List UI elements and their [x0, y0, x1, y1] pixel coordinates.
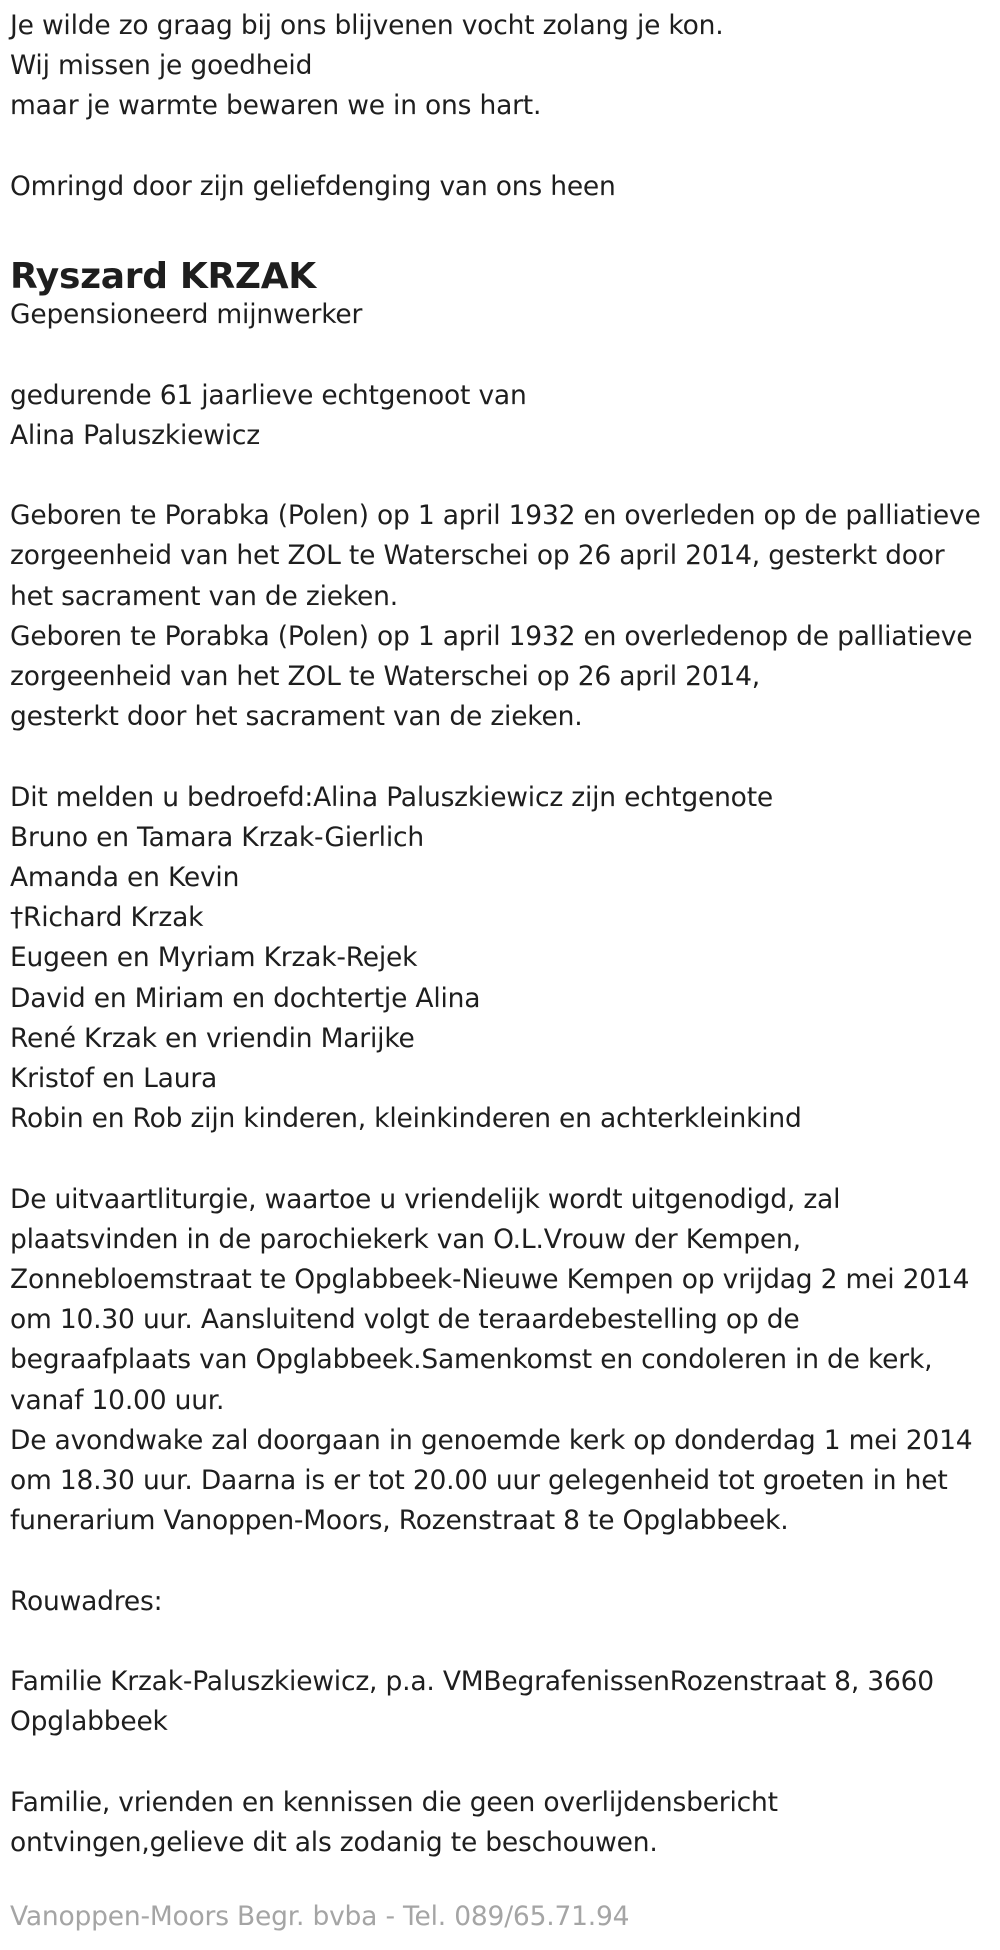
spacer: [10, 207, 995, 247]
funeral-line: funerarium Vanoppen-Moors, Rozenstraat 8 te Opglabbeek.: [10, 1505, 789, 1537]
birth-death-line: zorgeenheid van het ZOL te Waterschei op 26 april 2014, gesterkt door: [10, 540, 945, 572]
family-line: Amanda en Kevin: [10, 861, 240, 893]
mourning-address-line: Familie Krzak-Paluszkiewicz, p.a. VMBegrafenissenRozenstraat 8, 3660: [10, 1666, 934, 1697]
funeral-line: om 18.30 uur. Daarna is er tot 20.00 uur gelegenheid tot groeten in het: [10, 1465, 948, 1497]
notice-line: ontvingen,gelieve dit als zodanig te beschouwen.: [10, 1826, 658, 1858]
spacer: [10, 1742, 995, 1782]
intro-poem: [10, 6, 995, 127]
spacer: [10, 1541, 995, 1581]
spacer: [10, 335, 995, 375]
family-line: David en Miriam en dochtertje Alina: [10, 982, 481, 1014]
funeral-line: vanaf 10.00 uur.: [10, 1384, 225, 1416]
family-line: Bruno en Tamara Krzak-Gierlich: [10, 821, 424, 853]
family-line: Kristof en Laura: [10, 1063, 218, 1094]
poem-line: Wij missen je goedheid: [10, 50, 313, 82]
family-line: †Richard Krzak: [10, 902, 204, 934]
funeral-line: Zonnebloemstraat te Opglabbeek-Nieuwe Kempen op vrijdag 2 mei 2014: [10, 1264, 970, 1295]
spacer: [10, 127, 995, 167]
funeral-line: begraafplaats van Opglabbeek.Samenkomst en condoleren in de kerk,: [10, 1344, 933, 1376]
funeral-home-footer: Vanoppen-Moors Begr. bvba - Tel. 089/65.71.94: [10, 1901, 630, 1932]
mourning-address-label: Rouwadres:: [10, 1585, 163, 1617]
funeral-line: De uitvaartliturgie, waartoe u vriendelijk wordt uitgenodigd, zal: [10, 1183, 841, 1215]
deceased-name: Ryszard KRZAK: [10, 256, 316, 298]
birth-death-line: Geboren te Porabka (Polen) op 1 april 1932 en overleden op de palliatieve: [10, 500, 981, 532]
funeral-line: om 10.30 uur. Aansluitend volgt de teraardebestelling op de: [10, 1304, 800, 1336]
funeral-line: De avondwake zal doorgaan in genoemde kerk op donderdag 1 mei 2014: [10, 1424, 973, 1456]
mourning-address-line: Opglabbeek: [10, 1706, 168, 1738]
funeral-line: plaatsvinden in de parochiekerk van O.L.Vrouw der Kempen,: [10, 1223, 801, 1255]
spacer: [10, 1139, 995, 1179]
birth-death-line: gesterkt door het sacrament van de zieken.: [10, 701, 583, 733]
deceased-occupation: Gepensioneerd mijnwerker: [10, 299, 363, 331]
spouse-line: gedurende 61 jaarlieve echtgenoot van: [10, 379, 527, 411]
spacer: [10, 737, 995, 777]
birth-death-line: Geboren te Porabka (Polen) op 1 april 1932 en overledenop de palliatieve: [10, 620, 973, 652]
family-line: Robin en Rob zijn kinderen, kleinkinderen en achterkleinkind: [10, 1103, 802, 1135]
funeral-section: [10, 1180, 995, 1542]
poem-line: maar je warmte bewaren we in ons hart.: [10, 90, 542, 122]
birth-death-line: zorgeenheid van het ZOL te Waterschei op 26 april 2014,: [10, 660, 761, 692]
family-line: Eugeen en Myriam Krzak-Rejek: [10, 942, 418, 974]
obituary-document: [10, 6, 995, 1937]
notice-line: Familie, vrienden en kennissen die geen overlijdensbericht: [10, 1786, 778, 1818]
surrounded-line: Omringd door zijn geliefdenging van ons heen: [10, 170, 616, 202]
spacer: [10, 456, 995, 496]
notice-section: [10, 1783, 995, 1863]
mourning-address: [10, 1662, 995, 1742]
family-line: René Krzak en vriendin Marijke: [10, 1022, 415, 1054]
spacer: [10, 1622, 995, 1662]
family-line: Dit melden u bedroefd:Alina Paluszkiewicz zijn echtgenote: [10, 781, 773, 813]
spouse-line: Alina Paluszkiewicz: [10, 419, 260, 451]
spouse-section: [10, 376, 995, 456]
poem-line: Je wilde zo graag bij ons blijvenen vocht zolang je kon.: [10, 10, 724, 41]
birth-death-line: het sacrament van de zieken.: [10, 580, 398, 612]
family-section: [10, 778, 995, 1140]
birth-death-section: [10, 496, 995, 737]
